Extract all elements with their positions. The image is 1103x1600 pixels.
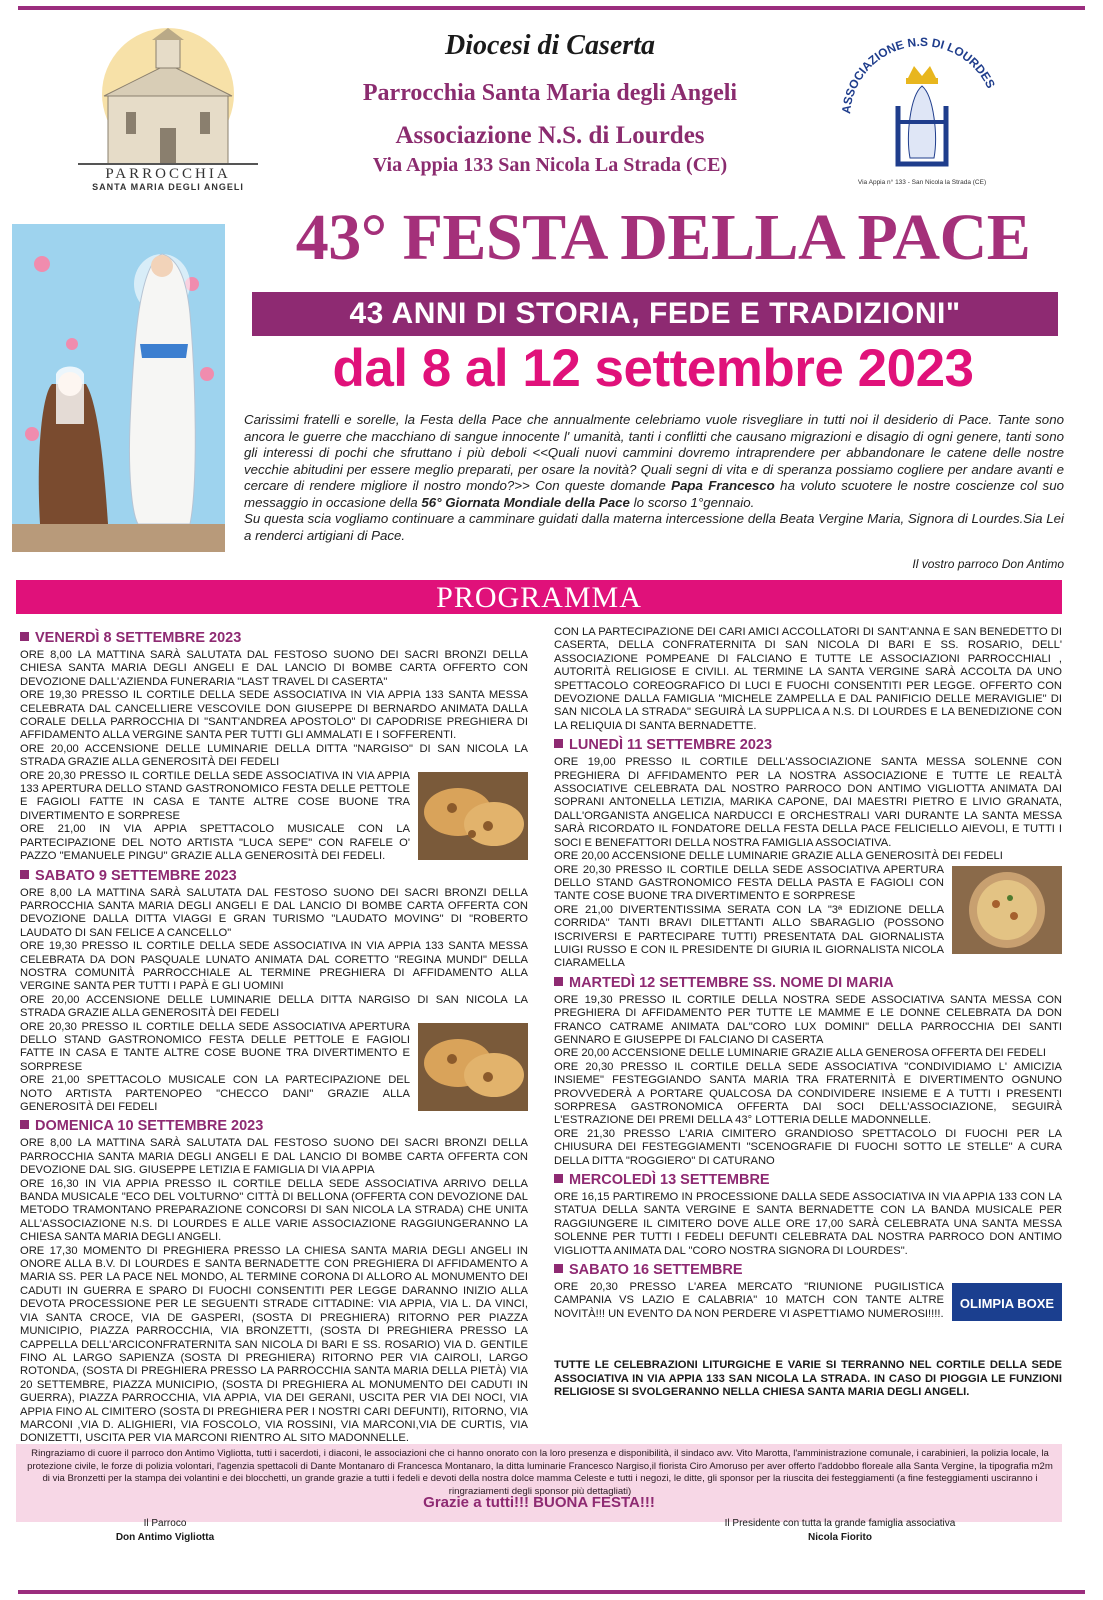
entry-sat-2: ORE 19,30 PRESSO IL CORTILE DELLA SEDE ASSOCIATIVA IN VIA APPIA 133 SANTA MESSA CELEBRATA DA DON PASQUALE LUNATO ANIMATA DAL CORETTO "REGINA MUNDI" DELLA NOSTRA COMUNITÀ PARROCCHIALE AL TERMINE PREGHIERA DI AFFIDAMENTO ALLA VERGINE SANTA PER TUTTI I PAPÀ E GLI UOMINI [20,940,528,993]
entry-fri-5: ORE 21,00 IN VIA APPIA SPETTACOLO MUSICALE CON LA PARTECIPAZIONE DEL NOTO ARTISTA "LUCA SEPE" CON RAFELE O' PAZZO "EMANUELE PINGU" GRAZIE ALLA GENEROSITÀ DEI FEDELI. [20,823,410,863]
entry-fri-2: ORE 19,30 PRESSO IL CORTILE DELLA SEDE ASSOCIATIVA IN VIA APPIA 133 SANTA MESSA CELEBRATA DAL CANCELLIERE VESCOVILE DON GIUSEPPE DI BERNARDO ANIMATA DALLA CORALE DELLA PARROCCHIA DI "SANT'ANDREA APOSTOLO" DI CAPODRISE PREGHIERA DI AFFIDAMENTO ALLA VERGINE SANTA PER TUTTI GLI AMMALATI E I SOFFERENTI. [20,689,528,742]
entry-sat-1: ORE 8,00 LA MATTINA SARÀ SALUTATA DAL FESTOSO SUONO DEI SACRI BRONZI DELLA PARROCCHIA SANTA MARIA DEGLI ANGELI E DAL LANCIO DI BOMBE CARTA OFFERTA CON DEVOZIONE DALLA DITTA VIAGGI E GRAN TURISMO "LAUDATO MOVING" DI "ROBERTO LAUDATO DI SAN FELICE A CANCELLO" [20,886,528,939]
thanks-final: Grazie a tutti!!! BUONA FESTA!!! [423,1494,655,1511]
parroco-role: Il Parroco [143,1518,187,1529]
entry-sat-4: ORE 20,30 PRESSO IL CORTILE DELLA SEDE ASSOCIATIVA APERTURA DELLO STAND GASTRONOMICO FESTA DELLE PETTOLE E FAGIOLI FATTE IN CASA E TANTE ALTRE COSE BUONE TRA DIVERTIMENTO E SORPRESE [20,1020,410,1073]
top-border [18,6,1085,10]
program-heading: PROGRAMMA [16,580,1062,614]
entry-mon-1: ORE 19,00 PRESSO IL CORTILE DELL'ASSOCIAZIONE SANTA MESSA SOLENNE CON PREGHIERA DI AFFIDAMENTO PER LA NOSTRA ASSOCIAZIONE E TUTTE LE REALTÀ ASSOCIATIVE CELEBRATA DAL NOSTRO PARROCO DON ANTIMO VIGLIOTTA ANIMATA DAI SOPRANI ANTONELLA LETIZIA, MARIKA CAPONE, DAI MAESTRI PIETRO E LIVIO GRANATA, DALL'ORGANISTA ANGELICA NARDUCCI E ORCHESTRALI VARI DURANTE LA SANTA MESSA SARÀ RICORDATO IL FONDATORE DELLA FESTA DELLA PACE FELICIELLO AIEVOLI, E TUTTI I SOCI E BENEFATTORI DELLA NOSTRA FAMIGLIA ASSOCIATIVA. [554,756,1062,849]
day-heading-sat: SABATO 9 SETTEMBRE 2023 [20,868,528,884]
president-name: Nicola Fiorito [808,1532,872,1543]
day-heading-wed: MERCOLEDÌ 13 SETTEMBRE [554,1172,1062,1188]
day-heading-sun: DOMENICA 10 SETTEMBRE 2023 [20,1118,528,1134]
day-heading-sat16: SABATO 16 SETTEMBRE [554,1262,1062,1278]
entry-fri-3: ORE 20,00 ACCENSIONE DELLE LUMINARIE DELLA DITTA "NARGISO" DI SAN NICOLA LA STRADA GRAZIE ALLA GENEROSITÀ DEI FEDELI [20,742,528,769]
pasta-fagioli-photo [952,866,1062,954]
intro-text: Carissimi fratelli e sorelle, la Festa della Pace che annualmente celebriamo vuole risvegliare in tutti noi il desiderio di Pace. Tante sono ancora le guerre che macchiano di sangue innocente l' umanità, tanti i conflitti che causano migrazioni e disagio di ogni genere, tanti sono gli interessi di pochi che sfruttano i più deboli <<Quali nuovi cammini dovremo intraprendere per abbandonare le catene delle nostre vecchie abitudini per essere meglio preparati, per osare la novità? Quali segni di vita e di speranza possiamo cogliere per andare avanti e cercare di rendere migliore il nostro mondo?>> Con queste domande Papa Francesco ha voluto scuotere le nostre coscienze col suo messaggio in occasione della 56° Giornata Mondiale della Pace lo scorso 1°gennaio. Su questa scia vogliamo continuare a camminare guidati dalla materna intercessione della Beata Vergine Maria, Signora di Lourdes.Sia Lei a renderci artigiani di Pace. [244,412,1064,543]
thanks-text: Ringraziamo di cuore il parroco don Antimo Vigliotta, tutti i sacerdoti, i diaconi, le associazioni che ci hanno onorato con la loro presenza e disponibilità, il sindaco avv. Vito Marotta, l'amministrazione comunale, i carabinieri, la polizia locale, la protezione civile, le forze di polizia volontari, l'agenzia spettacoli di Dante Montanaro di Francesca Montanaro, la ditta luminarie Francesco Nargiso,il fiorista Ciro Amoruso per aver offerto l'addobbo floreale alla Santa Vergine, la tipografia m2m di via Bronzetti per la stampa dei volantini e dei blocchetti, un grande grazie a tutti i fedeli e devoti della nostra dolce mamma Celeste e tutti i negozi, le ditte, gli sponsor per la riuscita dei festeggiamenti (a fine festeggiamenti usciranno i ringraziamenti degli sponsor più dettagliati) [27,1448,1053,1497]
president-role: Il Presidente con tutta la grande famiglia associativa [724,1518,956,1529]
entry-tue-4: ORE 21,30 PRESSO L'ARIA CIMITERO GRANDIOSO SPETTACOLO DI FUOCHI PER LA CHIUSURA DEI FESTEGGIAMENTI "SCENOGRAFIE DI FUOCHI SOTTO LE STELLE" A CURA DELLA DITTA "ROGGIERO" DI CATURANO [554,1127,1062,1167]
pettole-photo [418,772,528,860]
entry-tue-2: ORE 20,00 ACCENSIONE DELLE LUMINARIE GRAZIE ALLA GENEROSA OFFERTA DEI FEDELI [554,1047,1046,1060]
entry-sun-4: CON LA PARTECIPAZIONE DEI CARI AMICI ACCOLLATORI DI SANT'ANNA E SAN BENEDETTO DI CASERTA, DELLA CONFRATERNITA DI SAN NICOLA DI BARI E SS. ROSARIO, DELL' ASSOCIAZIONE POMPEANE DI FALCIANO E TUTTE LE ASSOCIAZIONI PARROCCHIALI , AUTORITÀ RELIGIOSE E CIVILI. AL TERMINE LA SANTA VERGINE SARÀ ACCOLTA DA UNO SPETTACOLO COREOGRAFICO DI LUCI E FUOCHI CONSENTITI PER LEGGE. OFFERTO CON DEVOZIONE DALLA FAMIGLIA "MICHELE ZAMPELLA E DAL PANIFICIO DELLE MERAVIGLIE" DI SAN NICOLA LA STRADA" SEGUIRÀ LA SUPPLICA A N.S. DI LOURDES E LA BENEDIZIONE CON LA RELIQUIA DI SANTA BERNADETTE. [554,626,1062,732]
pettole-photo-2 [418,1023,528,1111]
church-logo-name: PARROCCHIA [105,166,231,182]
entry-mon-4: ORE 21,00 DIVERTENTISSIMA SERATA CON LA "3ª EDIZIONE DELLA CORRIDA" TANTI BRAVI DILETTANTI ALLO SBARAGLIO (POSSONO ISCRIVERSI E PARTECIPARE TUTTI) PRESENTATA DAL GIORNALISTA LUIGI RUSSO E CON IL PRESIDENTE DI GIURIA IL GIORNALISTA NICOLA CIARAMELLA [554,903,944,970]
program-left-column [20,626,528,1446]
entry-sat-3: ORE 20,00 ACCENSIONE DELLE LUMINARIE DELLA DITTA NARGISO DI SAN NICOLA LA STRADA GRAZIE ALLA GENEROSITÀ DEI FEDELI [20,993,528,1020]
association-name: Associazione N.S. di Lourdes [395,122,705,149]
entry-tue-3: ORE 20,30 PRESSO IL CORTILE DELLA SEDE ASSOCIATIVA "CONDIVIDIAMO L' AMICIZIA INSIEME" FESTEGGIANDO SANTA MARIA TRA FRATERNITÀ E DIVERTIMENTO OGNUNO PROVVEDERÀ A PORTARE QUALCOSA DA CONDIVIDERE INSIEME E A TUTTI I PRESENTI SORPRESA GASTRONOMICA OFFERTA DAI SOCI DELL'ASSOCIAZIONE, SEGUIRÀ L'ESTRAZIONE DEI PREMI DELLA 43° LOTTERIA DELLE MADONNELLE. [554,1060,1062,1127]
day-heading-fri: VENERDÌ 8 SETTEMBRE 2023 [20,630,528,646]
entry-fri-4: ORE 20,30 PRESSO IL CORTILE DELLA SEDE ASSOCIATIVA IN VIA APPIA 133 APERTURA DELLO STAND GASTRONOMICO FESTA DELLE PETTOLE E FAGIOLI FATTE IN CASA E TANTE ALTRE COSE BUONE TRA DIVERTIMENTO E SORPRESE [20,769,410,822]
entry-mon-3: ORE 20,30 PRESSO IL CORTILE DELLA SEDE ASSOCIATIVA APERTURA DELLO STAND GASTRONOMICO FESTA DELLA PASTA E FAGIOLI CON TANTE COSE BUONE TRA DIVERTIMENTO E SORPRESE [554,863,944,903]
day-heading-mon: LUNEDÌ 11 SETTEMBRE 2023 [554,737,1062,753]
entry-fri-1: ORE 8,00 LA MATTINA SARÀ SALUTATA DAL FESTOSO SUONO DEI SACRI BRONZI DELLA CHIESA SANTA MARIA DEGLI ANGELI E DAL LANCIO DI BOMBE CARTA OFFERTO CON DEVOZIONE DALL'AZIENDA FUNERARIA "LAST TRAVEL DI CASERTA" [20,649,528,688]
entry-tue-1: ORE 19,30 PRESSO IL CORTILE DELLA NOSTRA SEDE ASSOCIATIVA SANTA MESSA CON PREGHIERA DI AFFIDAMENTO PER TUTTE LE MAMME E LE DONNE CELEBRATA DA DON FRANCO CATRAME ANIMATA DAL"CORO LUX DOMINI" DELLA PARROCCHIA DEI SANTI GENNARO E GIUSEPPE DI FALCIANO DI CASERTA [554,993,1062,1046]
svg-text:ASSOCIAZIONE N.S DI LOURDES: ASSOCIAZIONE N.S DI LOURDES [839,34,998,115]
olimpia-boxe-label: OLIMPIA BOXE [959,1296,1055,1312]
bottom-border [18,1590,1085,1594]
closing-note: TUTTE LE CELEBRAZIONI LITURGICHE E VARIE SI TERRANNO NEL CORTILE DELLA SEDE ASSOCIATIVA IN VIA APPIA 133 SAN NICOLA LA STRADA. IN CASO DI PIOGGIA LE FUNZIONI RELIGIOSE SI SVOLGERANNO NELLA CHIESA SANTA MARIA DEGLI ANGELI. [554,1359,1062,1399]
program-right-column [554,626,1062,1400]
parroco-name: Don Antimo Vigliotta [115,1532,215,1543]
entry-sun-3: ORE 17,30 MOMENTO DI PREGHIERA PRESSO LA CHIESA SANTA MARIA DEGLI ANGELI IN ONORE ALLA B.V. DI LOURDES E SANTA BERNADETTE CON PREGHIERA DI AFFIDAMENTO A MARIA SS. PER LA PACE NEL MONDO, AL TERMINE CORONA DI ALLORO AL MONUMENTO DEI CADUTI IN GUERRA E SPARO DI FUOCHI CONSENTITI PER LEGGE DARANNO INIZIO ALLA DEVOTA PROCESSIONE PER LE SEGUENTI STRADE CITTADINE: VIA APPIA, VIA L. DA VINCI, VIA SANTA CROCE, VIA DE GASPERI, (SOSTA DI PREGHIERA) RITORNO PER PIAZZA MUNICIPIO, PIAZZA PARROCCHIA, VIA BRONZETTI, (SOSTA DI PREGHIERA PRESSO LA CAPPELLA DELL'ARCICONFRATERNITA SAN NICOLA DI BARI E SS. ROSARIO) VIA D. GENTILE FINO AL LARGO SAPIENZA (SOSTA DI PREGHIERA) RITORNO PER VIA CAIROLI, LARGO ROTONDA, (SOSTA DI PREGHIERA PRESSO LA PARROCCHIA SANTA MARIA DELLA PIETÀ) VIA 20 SETTEMBRE, PIAZZA MUNICIPIO, (SOSTA DI PREGHIERA AL MONUMENTO DEI CADUTI IN GUERRA), PIAZZA PARROCCHIA, VIA APPIA, VIA DEI GERANI, USCITA PER VIA DEI NOCI, VIA APPIA FINO AL CIMITERO (SOSTA DI PREGHIERA PER I NOSTRI CARI DEFUNTI), RITORNO, VIA MARCONI ,VIA D. ALIGHIERI, VIA FOSCOLO, VIA ROSSINI, VIA MARCONI,VIA DE CURTIS, VIA DONIZETTI, USCITA PER VIA MARCONI RIENTRO AL SITO MADONNELLE. [20,1244,528,1445]
entry-sun-1: ORE 8,00 LA MATTINA SARÀ SALUTATA DAL FESTOSO SUONO DEI SACRI BRONZI DELLA PARROCCHIA SANTA MARIA DEGLI ANGELI E DAL LANCIO DI BOMBE CARTA OFFERTA CON DEVOZIONE DAL SIG. GIUSEPPE LETIZIA E FAMIGLIA DI VIA APPIA [20,1137,528,1177]
diocese-title: Diocesi di Caserta [445,30,655,61]
parish-name: Parrocchia Santa Maria degli Angeli [362,80,738,106]
olimpia-boxe-logo [952,1283,1062,1321]
entry-sat16-1: ORE 20,30 PRESSO L'AREA MERCATO "RIUNIONE PUGILISTICA CAMPANIA VS LAZIO E CALABRIA" 10 MATCH CON TANTE ALTRE NOVITÀ!!! UN EVENTO DA NON PERDERE VI ASPETTIAMO NUMEROSI!!!!. [554,1281,944,1320]
entry-mon-2: ORE 20,00 ACCENSIONE DELLE LUMINARIE GRAZIE ALLA GENEROSITÀ DEI FEDELI [554,850,1003,863]
entry-sun-2: ORE 16,30 IN VIA APPIA PRESSO IL CORTILE DELLA SEDE ASSOCIATIVA ARRIVO DELLA BANDA MUSICALE "ECO DEL VOLTURNO" CITTÀ DI BELLONA (OFFERTA CON DEVOZIONE DAL METODO TRAMONTANO PREPARAZIONE CONCORSI DI SAN NICOLA LA STRADA) CHE UNITA ALL'ASSOCIAZIONE N.S. DI LOURDES E ALLE VARIE ASSOCIAZIONE RAGGIUNGERANNO LA CHIESA SANTA MARIA DEGLI ANGELI. [20,1177,528,1244]
event-subtitle: 43 ANNI DI STORIA, FEDE E TRADIZIONI" [252,292,1058,336]
entry-wed-1: ORE 16,15 PARTIREMO IN PROCESSIONE DALLA SEDE ASSOCIATIVA IN VIA APPIA 133 CON LA STATUA DELLA SANTA VERGINE E SANTA BERNADETTE CON LA BANDA MUSICALE PER RAGGIUNGERE IL CIMITERO DOVE ALLE ORE 17,00 SARÀ CELEBRATA UNA SANTA MESSA SOLENNE PER TUTTI I FEDELI DEFUNTI CELEBRATA DAL NOSTRA PARROCO DON ANTIMO VIGLIOTTA ANIMATA DAL "CORO NOSTRA SIGNORA DI LOURDES". [554,1191,1062,1257]
association-logo [836,26,1008,194]
association-logo-address: Via Appia n° 133 - San Nicola la Strada (CE) [857,179,987,186]
madonna-image [12,224,225,552]
event-title: 43° FESTA DELLA PACE [295,201,1031,274]
day-heading-tue: MARTEDÌ 12 SETTEMBRE SS. NOME DI MARIA [554,975,1062,991]
association-address: Via Appia 133 San Nicola La Strada (CE) [372,154,728,176]
church-logo-subtitle: SANTA MARIA DEGLI ANGELI [92,182,244,192]
priest-signature: Il vostro parroco Don Antimo [912,557,1064,571]
entry-sat-5: ORE 21,00 SPETTACOLO MUSICALE CON LA PARTECIPAZIONE DEL NOTO ARTISTA PARTENOPEO "CHECCO DANI" GRAZIE ALLA GENEROSITÀ DEI FEDELI [20,1074,410,1113]
event-dates: dal 8 al 12 settembre 2023 [332,339,974,398]
